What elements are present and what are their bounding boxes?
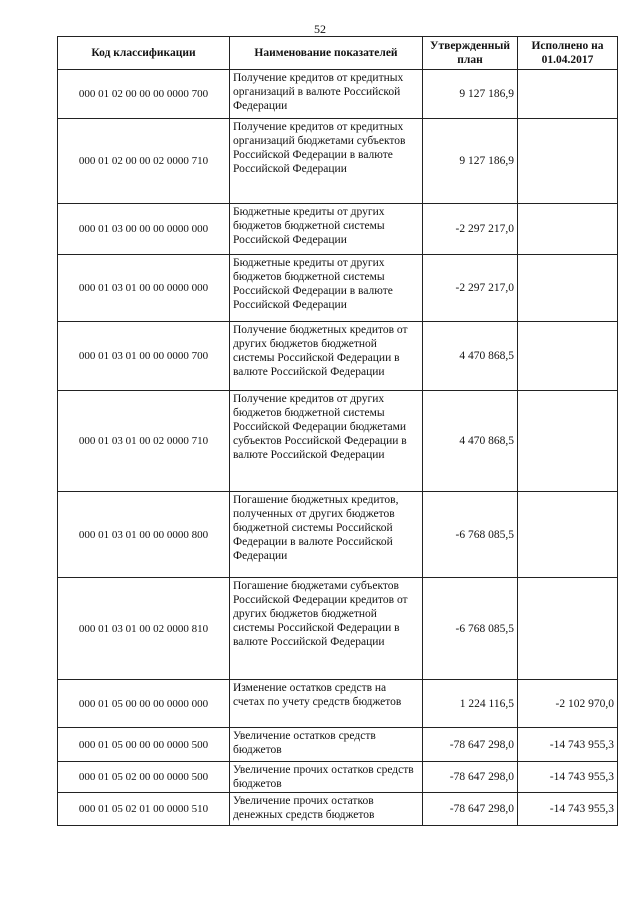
row-plan: -78 647 298,0: [423, 762, 518, 793]
row-executed: -14 743 955,3: [518, 793, 618, 826]
row-name: Получение бюджетных кредитов от других бюджетов бюджетной системы Российской Федерации в валюте Российской Федерации: [230, 322, 423, 391]
row-executed: [518, 322, 618, 391]
row-plan: -6 768 085,5: [423, 578, 518, 680]
row-executed: [518, 492, 618, 578]
table-row: [58, 70, 618, 119]
table-row: [58, 391, 618, 492]
row-plan: -78 647 298,0: [423, 793, 518, 826]
row-code: 000 01 03 01 00 00 0000 700: [58, 322, 230, 391]
page-number: 52: [314, 22, 326, 36]
table-row: [58, 680, 618, 728]
budget-table: [57, 36, 618, 826]
row-code: 000 01 05 00 00 00 0000 000: [58, 680, 230, 728]
row-executed: [518, 70, 618, 119]
row-code: 000 01 03 01 00 00 0000 800: [58, 492, 230, 578]
row-name: Получение кредитов от других бюджетов бюджетной системы Российской Федерации бюджетами субъектов Российской Федерации в валюте Российской Федерации: [230, 391, 423, 492]
row-name: Погашение бюджетами субъектов Российской Федерации кредитов от других бюджетов бюджетной системы Российской Федерации в валюте Российской Федерации: [230, 578, 423, 680]
table-row: [58, 322, 618, 391]
table-row: [58, 204, 618, 255]
table-row: [58, 492, 618, 578]
row-code: 000 01 03 01 00 00 0000 000: [58, 255, 230, 322]
table-row: [58, 578, 618, 680]
row-plan: 4 470 868,5: [423, 322, 518, 391]
row-name: Бюджетные кредиты от других бюджетов бюджетной системы Российской Федерации в валюте Российской Федерации: [230, 255, 423, 322]
table-row: [58, 255, 618, 322]
row-code: 000 01 02 00 00 02 0000 710: [58, 119, 230, 204]
row-plan: 9 127 186,9: [423, 119, 518, 204]
table-header-row: [58, 37, 618, 70]
header-plan: Утвержденный план: [423, 37, 518, 70]
header-code: Код классификации: [58, 37, 230, 70]
row-executed: -14 743 955,3: [518, 762, 618, 793]
row-executed: [518, 255, 618, 322]
table-row: [58, 762, 618, 793]
row-executed: [518, 204, 618, 255]
header-executed: Исполнено на 01.04.2017: [518, 37, 618, 70]
row-plan: -2 297 217,0: [423, 204, 518, 255]
table-row: [58, 119, 618, 204]
row-code: 000 01 05 00 00 00 0000 500: [58, 728, 230, 762]
row-name: Бюджетные кредиты от других бюджетов бюджетной системы Российской Федерации: [230, 204, 423, 255]
table-row: [58, 793, 618, 826]
row-executed: [518, 119, 618, 204]
table-row: [58, 728, 618, 762]
row-plan: 1 224 116,5: [423, 680, 518, 728]
row-executed: [518, 578, 618, 680]
row-plan: -6 768 085,5: [423, 492, 518, 578]
row-code: 000 01 03 01 00 02 0000 710: [58, 391, 230, 492]
row-plan: 4 470 868,5: [423, 391, 518, 492]
row-plan: -2 297 217,0: [423, 255, 518, 322]
row-name: Увеличение остатков средств бюджетов: [230, 728, 423, 762]
row-name: Погашение бюджетных кредитов, полученных от других бюджетов бюджетной системы Российской Федерации в валюте Российской Федерации: [230, 492, 423, 578]
row-plan: 9 127 186,9: [423, 70, 518, 119]
row-executed: -2 102 970,0: [518, 680, 618, 728]
row-code: 000 01 03 00 00 00 0000 000: [58, 204, 230, 255]
row-executed: [518, 391, 618, 492]
row-name: Увеличение прочих остатков денежных средств бюджетов: [230, 793, 423, 826]
header-name: Наименование показателей: [230, 37, 423, 70]
row-plan: -78 647 298,0: [423, 728, 518, 762]
row-code: 000 01 02 00 00 00 0000 700: [58, 70, 230, 119]
row-name: Получение кредитов от кредитных организаций в валюте Российской Федерации: [230, 70, 423, 119]
row-name: Получение кредитов от кредитных организаций бюджетами субъектов Российской Федерации в валюте Российской Федерации: [230, 119, 423, 204]
row-code: 000 01 03 01 00 02 0000 810: [58, 578, 230, 680]
row-code: 000 01 05 02 01 00 0000 510: [58, 793, 230, 826]
row-code: 000 01 05 02 00 00 0000 500: [58, 762, 230, 793]
row-executed: -14 743 955,3: [518, 728, 618, 762]
row-name: Увеличение прочих остатков средств бюджетов: [230, 762, 423, 793]
row-name: Изменение остатков средств на счетах по учету средств бюджетов: [230, 680, 423, 728]
